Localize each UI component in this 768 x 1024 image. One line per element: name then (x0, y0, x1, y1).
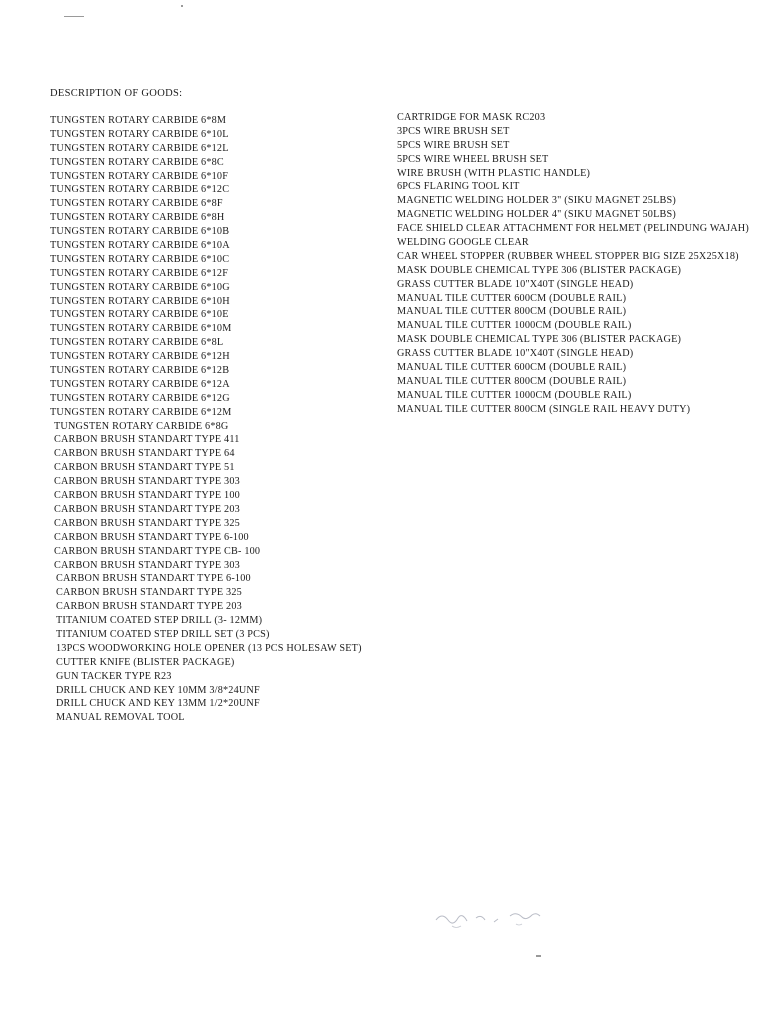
goods-item: TUNGSTEN ROTARY CARBIDE 6*10E (50, 309, 229, 321)
goods-item: CAR WHEEL STOPPER (RUBBER WHEEL STOPPER BIG SIZE 25X25X18) (397, 250, 739, 262)
goods-item: GRASS CUTTER BLADE 10"X40T (SINGLE HEAD) (397, 278, 634, 290)
goods-item: TUNGSTEN ROTARY CARBIDE 6*8G (54, 420, 229, 432)
goods-item: MANUAL TILE CUTTER 800CM (DOUBLE RAIL) (397, 306, 627, 318)
goods-item: TUNGSTEN ROTARY CARBIDE 6*10F (50, 170, 229, 182)
goods-item: MANUAL REMOVAL TOOL (56, 712, 185, 724)
goods-item: 5PCS WIRE WHEEL BRUSH SET (397, 153, 549, 165)
goods-item: TUNGSTEN ROTARY CARBIDE 6*10A (50, 240, 230, 252)
goods-item: 6PCS FLARING TOOL KIT (397, 181, 520, 193)
goods-item: CARBON BRUSH STANDART TYPE 100 (54, 490, 240, 502)
goods-item: DRILL CHUCK AND KEY 13MM 1/2*20UNF (56, 698, 260, 710)
goods-item: TUNGSTEN ROTARY CARBIDE 6*12L (50, 142, 229, 154)
goods-item: TUNGSTEN ROTARY CARBIDE 6*8F (50, 198, 223, 210)
goods-item: FACE SHIELD CLEAR ATTACHMENT FOR HELMET (PELINDUNG WAJAH) (397, 223, 749, 235)
goods-item: TUNGSTEN ROTARY CARBIDE 6*12M (50, 406, 232, 418)
faint-signature-mark (432, 904, 572, 974)
goods-item: CARBON BRUSH STANDART TYPE 325 (54, 517, 240, 529)
description-heading: DESCRIPTION OF GOODS: (50, 88, 183, 99)
goods-list-left (50, 114, 362, 725)
goods-item: TITANIUM COATED STEP DRILL SET (3 PCS) (56, 628, 270, 640)
goods-item: CARBON BRUSH STANDART TYPE 203 (54, 503, 240, 515)
goods-item: TUNGSTEN ROTARY CARBIDE 6*10M (50, 323, 232, 335)
goods-item: GUN TACKER TYPE R23 (56, 670, 172, 682)
goods-item: TUNGSTEN ROTARY CARBIDE 6*12H (50, 351, 230, 363)
goods-item: TUNGSTEN ROTARY CARBIDE 6*8C (50, 156, 224, 168)
goods-item: GRASS CUTTER BLADE 10"X40T (SINGLE HEAD) (397, 348, 634, 360)
goods-item: CARBON BRUSH STANDART TYPE 411 (54, 434, 240, 446)
goods-item: 5PCS WIRE BRUSH SET (397, 139, 510, 151)
scan-speck (181, 5, 183, 7)
goods-item: CARBON BRUSH STANDART TYPE 51 (54, 462, 235, 474)
goods-item: CARBON BRUSH STANDART TYPE 303 (54, 476, 240, 488)
goods-item: TUNGSTEN ROTARY CARBIDE 6*10B (50, 226, 230, 238)
goods-item: WIRE BRUSH (WITH PLASTIC HANDLE) (397, 167, 591, 179)
goods-item: MANUAL TILE CUTTER 1000CM (DOUBLE RAIL) (397, 389, 632, 401)
goods-item: TUNGSTEN ROTARY CARBIDE 6*12B (50, 365, 230, 377)
goods-item: TUNGSTEN ROTARY CARBIDE 6*12A (50, 378, 230, 390)
goods-item: MASK DOUBLE CHEMICAL TYPE 306 (BLISTER PACKAGE) (397, 264, 682, 276)
goods-item: DRILL CHUCK AND KEY 10MM 3/8*24UNF (56, 684, 260, 696)
goods-item: TUNGSTEN ROTARY CARBIDE 6*8M (50, 115, 227, 126)
goods-item: TUNGSTEN ROTARY CARBIDE 6*12F (50, 267, 229, 279)
goods-item: TUNGSTEN ROTARY CARBIDE 6*10H (50, 295, 230, 307)
goods-item: MANUAL TILE CUTTER 800CM (SINGLE RAIL HEAVY DUTY) (397, 403, 691, 415)
goods-item: CUTTER KNIFE (BLISTER PACKAGE) (56, 656, 235, 668)
goods-list-right (397, 111, 749, 417)
goods-item: TITANIUM COATED STEP DRILL (3- 12MM) (56, 615, 263, 627)
goods-item: CARBON BRUSH STANDART TYPE 325 (56, 587, 242, 599)
goods-item: TUNGSTEN ROTARY CARBIDE 6*10L (50, 128, 229, 140)
goods-item: CARBON BRUSH STANDART TYPE 6-100 (56, 573, 251, 585)
goods-item: CARTRIDGE FOR MASK RC203 (397, 112, 546, 123)
goods-item: TUNGSTEN ROTARY CARBIDE 6*12G (50, 392, 230, 404)
goods-item: MANUAL TILE CUTTER 600CM (DOUBLE RAIL) (397, 292, 627, 304)
goods-item: TUNGSTEN ROTARY CARBIDE 6*10G (50, 281, 230, 293)
goods-item: MAGNETIC WELDING HOLDER 3" (SIKU MAGNET 25LBS) (397, 195, 676, 207)
goods-item: MANUAL TILE CUTTER 600CM (DOUBLE RAIL) (397, 362, 627, 374)
goods-item: CARBON BRUSH STANDART TYPE 64 (54, 448, 235, 460)
goods-item: MASK DOUBLE CHEMICAL TYPE 306 (BLISTER PACKAGE) (397, 334, 682, 346)
goods-item: CARBON BRUSH STANDART TYPE 6-100 (54, 531, 249, 543)
scan-speck (64, 16, 84, 17)
goods-item: TUNGSTEN ROTARY CARBIDE 6*8H (50, 212, 225, 224)
goods-item: TUNGSTEN ROTARY CARBIDE 6*10C (50, 253, 230, 265)
goods-item: TUNGSTEN ROTARY CARBIDE 6*12C (50, 184, 230, 196)
goods-item: 3PCS WIRE BRUSH SET (397, 125, 510, 137)
goods-item: CARBON BRUSH STANDART TYPE 303 (54, 559, 240, 571)
goods-item: CARBON BRUSH STANDART TYPE CB- 100 (54, 545, 261, 557)
goods-item: WELDING GOOGLE CLEAR (397, 237, 529, 249)
goods-item: MAGNETIC WELDING HOLDER 4" (SIKU MAGNET 50LBS) (397, 209, 676, 221)
goods-item: MANUAL TILE CUTTER 1000CM (DOUBLE RAIL) (397, 320, 632, 332)
goods-item: TUNGSTEN ROTARY CARBIDE 6*8L (50, 337, 224, 349)
goods-item: CARBON BRUSH STANDART TYPE 203 (56, 601, 242, 613)
goods-item: MANUAL TILE CUTTER 800CM (DOUBLE RAIL) (397, 375, 627, 387)
goods-item: 13PCS WOODWORKING HOLE OPENER (13 PCS HOLESAW SET) (56, 642, 362, 654)
